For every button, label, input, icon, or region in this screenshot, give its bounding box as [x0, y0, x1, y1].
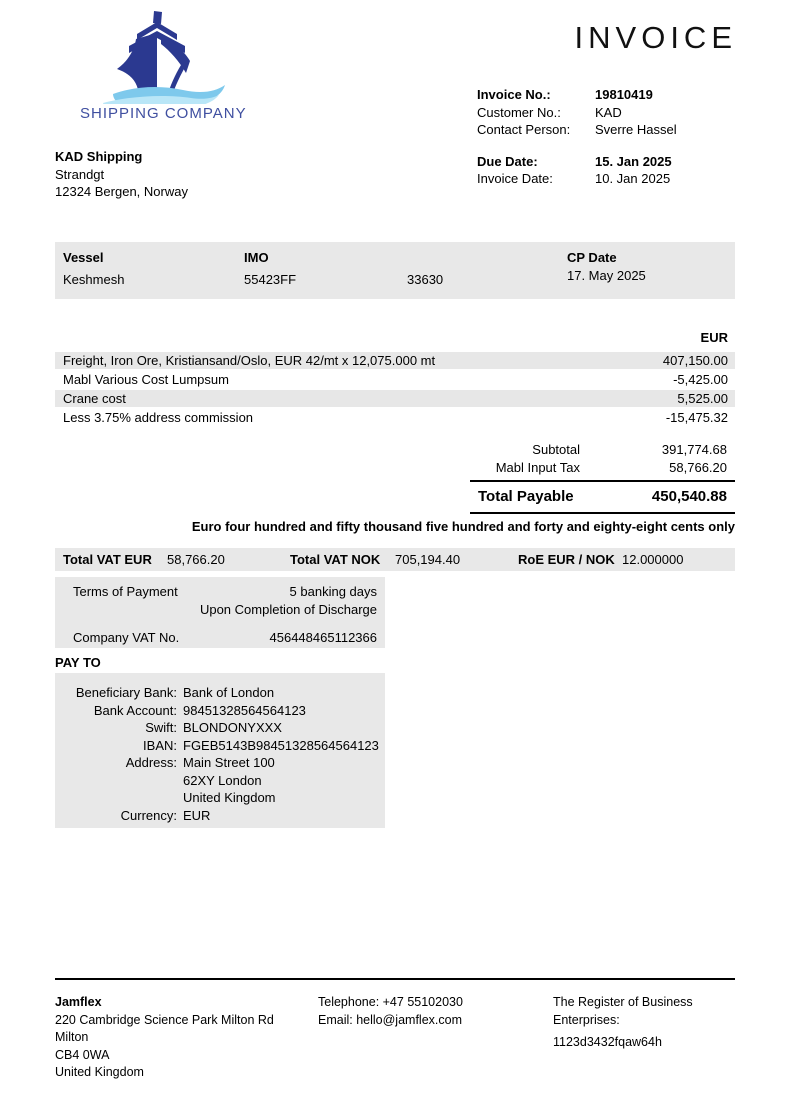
footer-address-line: 220 Cambridge Science Park Milton Rd: [55, 1012, 274, 1027]
swift-label: Swift:: [145, 720, 177, 735]
charge-row-commission: [55, 409, 735, 428]
page-title: INVOICE: [574, 20, 737, 55]
charge-row-freight: [55, 352, 735, 371]
total-payable-row: [470, 485, 735, 509]
bank-address-value3: United Kingdom: [183, 790, 276, 805]
footer-register-value: 1123d3432fqaw64h: [553, 1035, 662, 1049]
currency-row: [55, 807, 385, 825]
company-vat-label: Company VAT No.: [73, 630, 180, 645]
invoice-date-row: [477, 170, 737, 188]
imo-header: IMO: [244, 250, 269, 265]
subtotal-label: Subtotal: [532, 442, 580, 457]
footer-register-block: [553, 994, 735, 1052]
total-vat-nok-label: Total VAT NOK: [290, 552, 381, 567]
currency-column-header: EUR: [700, 330, 728, 345]
customer-number-row: [477, 104, 737, 122]
totals-section: [470, 441, 735, 517]
contact-person-row: [477, 121, 737, 139]
due-date-label: Due Date:: [477, 153, 538, 169]
terms-of-payment-box: [55, 577, 385, 648]
input-tax-value: 58,766.20: [669, 460, 727, 475]
swift-row: [55, 719, 385, 737]
total-vat-nok-value: 705,194.40: [395, 552, 461, 567]
bank-account-value: 98451328564564123: [183, 702, 306, 718]
vessel-table: [55, 242, 735, 299]
roe-value: 12.000000: [622, 552, 684, 567]
currency-value: EUR: [183, 807, 211, 823]
totals-divider-bottom: [470, 512, 735, 514]
company-vat-value: 456448465112366: [269, 630, 377, 645]
footer-address-line: Milton: [55, 1030, 89, 1044]
bank-address-label: Address:: [125, 755, 177, 770]
due-date-value: 15. Jan 2025: [595, 153, 672, 169]
iban-value: FGEB5143B98451328564564123: [183, 737, 379, 753]
invoice-date-label: Invoice Date:: [477, 171, 553, 186]
total-payable-value: 450,540.88: [651, 488, 727, 505]
charge-amount: 407,150.00: [662, 353, 728, 368]
beneficiary-bank-label: Beneficiary Bank:: [75, 685, 177, 700]
invoice-date-value: 10. Jan 2025: [595, 171, 671, 186]
footer-company-name: Jamflex: [55, 995, 102, 1009]
bank-address-row2: [55, 772, 385, 790]
totals-divider-top: [470, 480, 735, 482]
footer-email: Email: hello@jamflex.com: [318, 1012, 462, 1027]
terms-line1: 5 banking days: [289, 584, 377, 599]
invoice-meta: [477, 86, 737, 188]
pay-to-heading: PAY TO: [55, 655, 101, 670]
vat-summary-bar: [55, 548, 735, 571]
bank-address-label2: [55, 772, 177, 790]
sender-name: KAD Shipping: [55, 149, 143, 164]
sender-street: Strandgt: [55, 166, 105, 182]
imo-value: 55423FF: [244, 272, 297, 287]
contact-person-value: Sverre Hassel: [595, 122, 677, 137]
total-payable-label: Total Payable: [478, 488, 574, 505]
customer-number-value: KAD: [595, 104, 622, 120]
roe-label: RoE EUR / NOK: [518, 552, 615, 567]
bank-address-label3: [55, 789, 177, 807]
vessel-name: Keshmesh: [63, 272, 125, 287]
ship-icon: [85, 10, 235, 104]
pay-to-box: [55, 673, 385, 828]
charge-description: Mabl Various Cost Lumpsum: [63, 372, 229, 387]
invoice-number-row: [477, 86, 737, 104]
company-logo: [80, 10, 247, 122]
footer-company-block: [55, 994, 310, 1082]
currency-label: Currency:: [120, 807, 177, 823]
company-logo-text: SHIPPING COMPANY: [80, 105, 247, 122]
imo-secondary-value: 33630: [407, 272, 444, 287]
charge-row-crane: [55, 390, 735, 409]
footer-telephone: Telephone: +47 55102030: [318, 995, 463, 1009]
footer-address-line: United Kingdom: [55, 1065, 144, 1079]
footer-register-label: The Register of Business Enterprises:: [553, 995, 693, 1027]
iban-label: IBAN:: [143, 737, 177, 753]
terms-line2: Upon Completion of Discharge: [199, 601, 377, 617]
invoice-number-label: Invoice No.:: [477, 87, 551, 102]
bank-address-value: Main Street 100: [183, 755, 275, 770]
due-date-row: [477, 153, 737, 171]
invoice-number-value: 19810419: [595, 87, 653, 102]
bank-account-label: Bank Account:: [93, 702, 177, 718]
footer-contact-block: [318, 994, 543, 1029]
customer-number-label: Customer No.:: [477, 104, 561, 120]
charges-table: [55, 352, 735, 428]
charge-row-lumpsum: [55, 371, 735, 390]
beneficiary-bank-row: [55, 684, 385, 702]
charge-description: Crane cost: [63, 391, 126, 406]
iban-row: [55, 737, 385, 755]
total-vat-eur-value: 58,766.20: [167, 552, 225, 567]
contact-person-label: Contact Person:: [477, 122, 571, 137]
footer-address-line: CB4 0WA: [55, 1047, 110, 1062]
amount-in-words: Euro four hundred and fifty thousand five hundred and forty and eighty-eight cents only: [191, 519, 735, 534]
charge-description: Freight, Iron Ore, Kristiansand/Oslo, EUR 42/mt x 12,075.000 mt: [63, 353, 436, 368]
terms-label: Terms of Payment: [73, 584, 178, 599]
bank-address-value2: 62XY London: [183, 772, 262, 788]
subtotal-value: 391,774.68: [661, 442, 727, 457]
bank-account-row: [55, 702, 385, 720]
input-tax-label: Mabl Input Tax: [495, 460, 580, 475]
charge-amount: -5,425.00: [673, 372, 728, 387]
cp-date-value: 17. May 2025: [567, 268, 646, 283]
cp-date-header: CP Date: [567, 250, 617, 265]
bank-address-row3: [55, 789, 385, 807]
vessel-header: Vessel: [63, 250, 104, 265]
terms-value: [200, 583, 377, 618]
beneficiary-bank-value: Bank of London: [183, 685, 275, 700]
bank-address-row: [55, 754, 385, 772]
swift-value: BLONDONYXXX: [183, 720, 282, 735]
charge-description: Less 3.75% address commission: [63, 410, 254, 425]
total-vat-eur-label: Total VAT EUR: [63, 552, 152, 567]
charge-amount: 5,525.00: [677, 391, 728, 406]
input-tax-row: [470, 459, 735, 477]
sender-address-block: [55, 148, 188, 201]
footer: [55, 978, 735, 1079]
sender-city: 12324 Bergen, Norway: [55, 184, 188, 199]
charge-amount: -15,475.32: [665, 410, 728, 425]
subtotal-row: [470, 441, 735, 459]
